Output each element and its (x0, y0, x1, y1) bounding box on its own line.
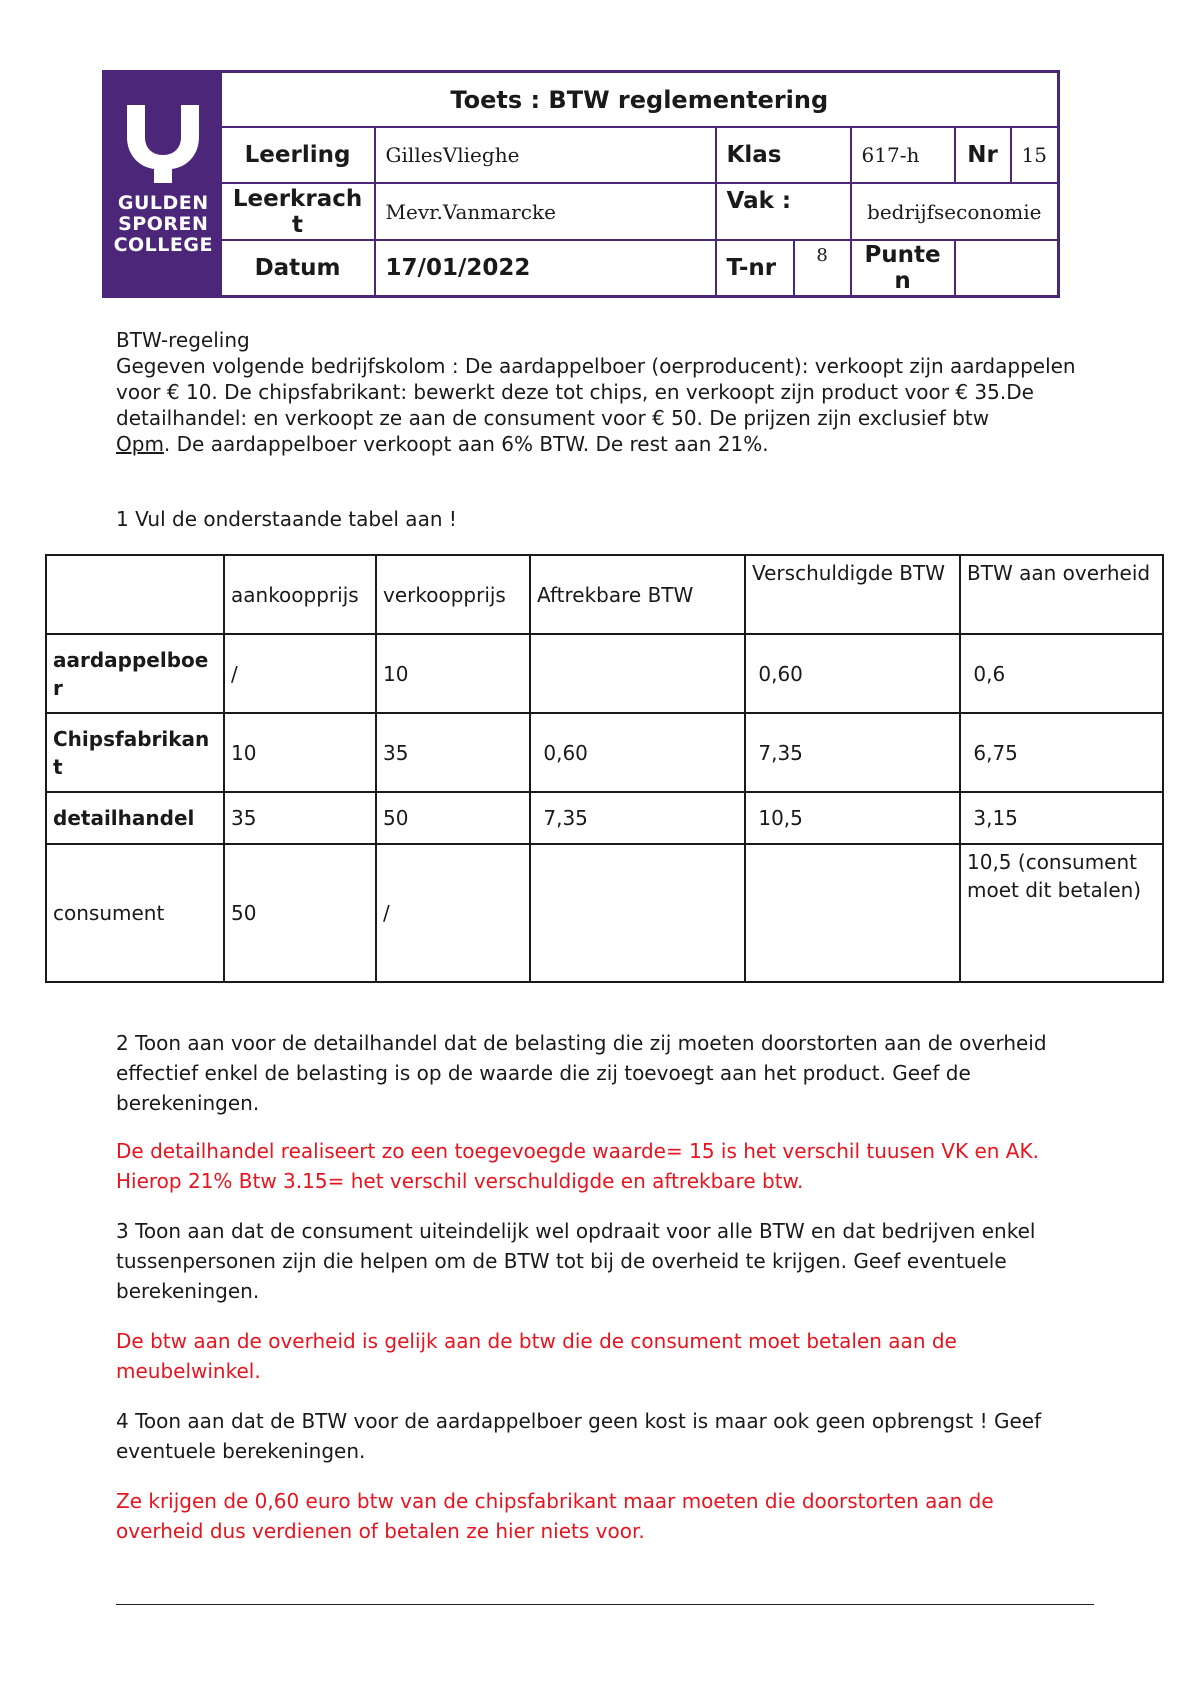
question-3: 3 Toon aan dat de consument uiteindelijk wel opdraait voor alle BTW en dat bedrijven enkel tussenpersonen zijn die helpen om de BTW tot bij de overheid te krijgen. Geef eventuele berekeningen. (116, 1219, 1036, 1303)
table-cell: 6,75 (960, 713, 1163, 792)
table-cell: 3,15 (960, 792, 1163, 844)
header-title-row (222, 73, 1057, 128)
answer-4: Ze krijgen de 0,60 euro btw van de chipsfabrikant maar moeten die doorstorten aan de overheid dus verdienen of betalen ze hier niets voor. (116, 1489, 994, 1543)
table-cell: 0,6 (960, 634, 1163, 713)
table-cell: 0,60 (745, 634, 960, 713)
row-label: detailhandel (46, 792, 224, 844)
row-label: Chipsfabrikant (46, 713, 224, 792)
tnr-value: 8 (795, 241, 852, 295)
note-label: Opm (116, 432, 164, 456)
logo-y-icon (121, 101, 205, 183)
class-value: 617-h (852, 128, 956, 182)
tnr-label: T-nr (717, 241, 795, 295)
question-4: 4 Toon aan dat de BTW voor de aardappelboer geen kost is maar ook geen opbrengst ! Geef eventuele berekeningen. (116, 1409, 1042, 1463)
question-2: 2 Toon aan voor de detailhandel dat de belasting die zij moeten doorstorten aan de overheid effectief enkel de belasting is op de waarde die zij toevoegt aan het product. Geef de berekeningen. (116, 1031, 1047, 1115)
table-row (46, 634, 1163, 713)
intro-text: Gegeven volgende bedrijfskolom : De aardappelboer (oerproducent): verkoopt zijn aardappelen voor € 10. De chipsfabrikant: bewerkt deze tot chips, en verkoopt zijn product voor € 35.De detailhandel: en verkoopt ze aan de consument voor € 50. De prijzen zijn exclusief btw (116, 354, 1076, 430)
nr-value: 15 (1021, 143, 1047, 167)
table-cell (745, 844, 960, 982)
table-row (46, 713, 1163, 792)
header-date-row (222, 241, 1057, 295)
intro-heading: BTW-regeling (116, 328, 250, 352)
school-logo (105, 73, 222, 295)
nr-label: Nr (956, 128, 1012, 182)
teacher-value: Mevr.Vanmarcke (376, 184, 717, 239)
table-cell: 10 (224, 713, 376, 792)
header-cell: verkoopprijs (376, 555, 530, 634)
points-value (956, 241, 1057, 295)
note-text: . De aardappelboer verkoopt aan 6% BTW. De rest aan 21%. (163, 432, 769, 456)
header-cell (46, 555, 224, 634)
table-cell: 10,5 (745, 792, 960, 844)
answer-3: De btw aan de overheid is gelijk aan de btw die de consument moet betalen aan de meubelwinkel. (116, 1329, 957, 1383)
table-row (46, 792, 1163, 844)
header-cell: Verschuldigde BTW (745, 555, 960, 634)
points-label: Punten (852, 241, 956, 295)
table-cell: / (376, 844, 530, 982)
row-label: aardappelboer (46, 634, 224, 713)
table-cell: 0,60 (530, 713, 745, 792)
table-header-row (46, 555, 1163, 634)
header-cell: aankoopprijs (224, 555, 376, 634)
table-cell: 50 (224, 844, 376, 982)
header-cell: Aftrekbare BTW (530, 555, 745, 634)
class-label: Klas (717, 128, 852, 182)
intro-note (116, 431, 1076, 457)
table-cell: 10 (376, 634, 530, 713)
date-label: Datum (222, 241, 376, 295)
header-cell: BTW aan overheid (960, 555, 1163, 634)
test-header (102, 70, 1060, 298)
table-cell: 7,35 (745, 713, 960, 792)
footer-divider (116, 1604, 1094, 1605)
date-value: 17/01/2022 (376, 241, 717, 295)
header-grid (222, 73, 1057, 295)
table-cell: 35 (376, 713, 530, 792)
student-label: Leerling (222, 128, 376, 182)
student-value: GillesVlieghe (376, 128, 717, 182)
table-cell: / (224, 634, 376, 713)
question-1: 1 Vul de onderstaande tabel aan ! (116, 507, 457, 531)
btw-table (45, 554, 1164, 983)
header-teacher-row (222, 184, 1057, 241)
test-title: Toets : BTW reglementering (450, 85, 829, 114)
subject-label: Vak : (717, 184, 852, 239)
row-label: consument (46, 844, 224, 982)
table-row (46, 844, 1163, 982)
logo-text: GULDEN SPOREN COLLEGE (113, 192, 213, 256)
answer-2: De detailhandel realiseert zo een toegevoegde waarde= 15 is het verschil tuusen VK en AK. Hierop 21% Btw 3.15= het verschil verschuldigde en aftrekbare btw. (116, 1139, 1039, 1193)
table-cell: 7,35 (530, 792, 745, 844)
intro-section (116, 327, 1076, 457)
table-cell: 50 (376, 792, 530, 844)
table-cell: 10,5 (consument moet dit betalen) (960, 844, 1163, 982)
table-cell (530, 844, 745, 982)
teacher-label: Leerkracht (222, 184, 376, 239)
table-cell: 35 (224, 792, 376, 844)
table-cell (530, 634, 745, 713)
subject-value: bedrijfseconomie (867, 199, 1042, 224)
header-student-row (222, 128, 1057, 184)
